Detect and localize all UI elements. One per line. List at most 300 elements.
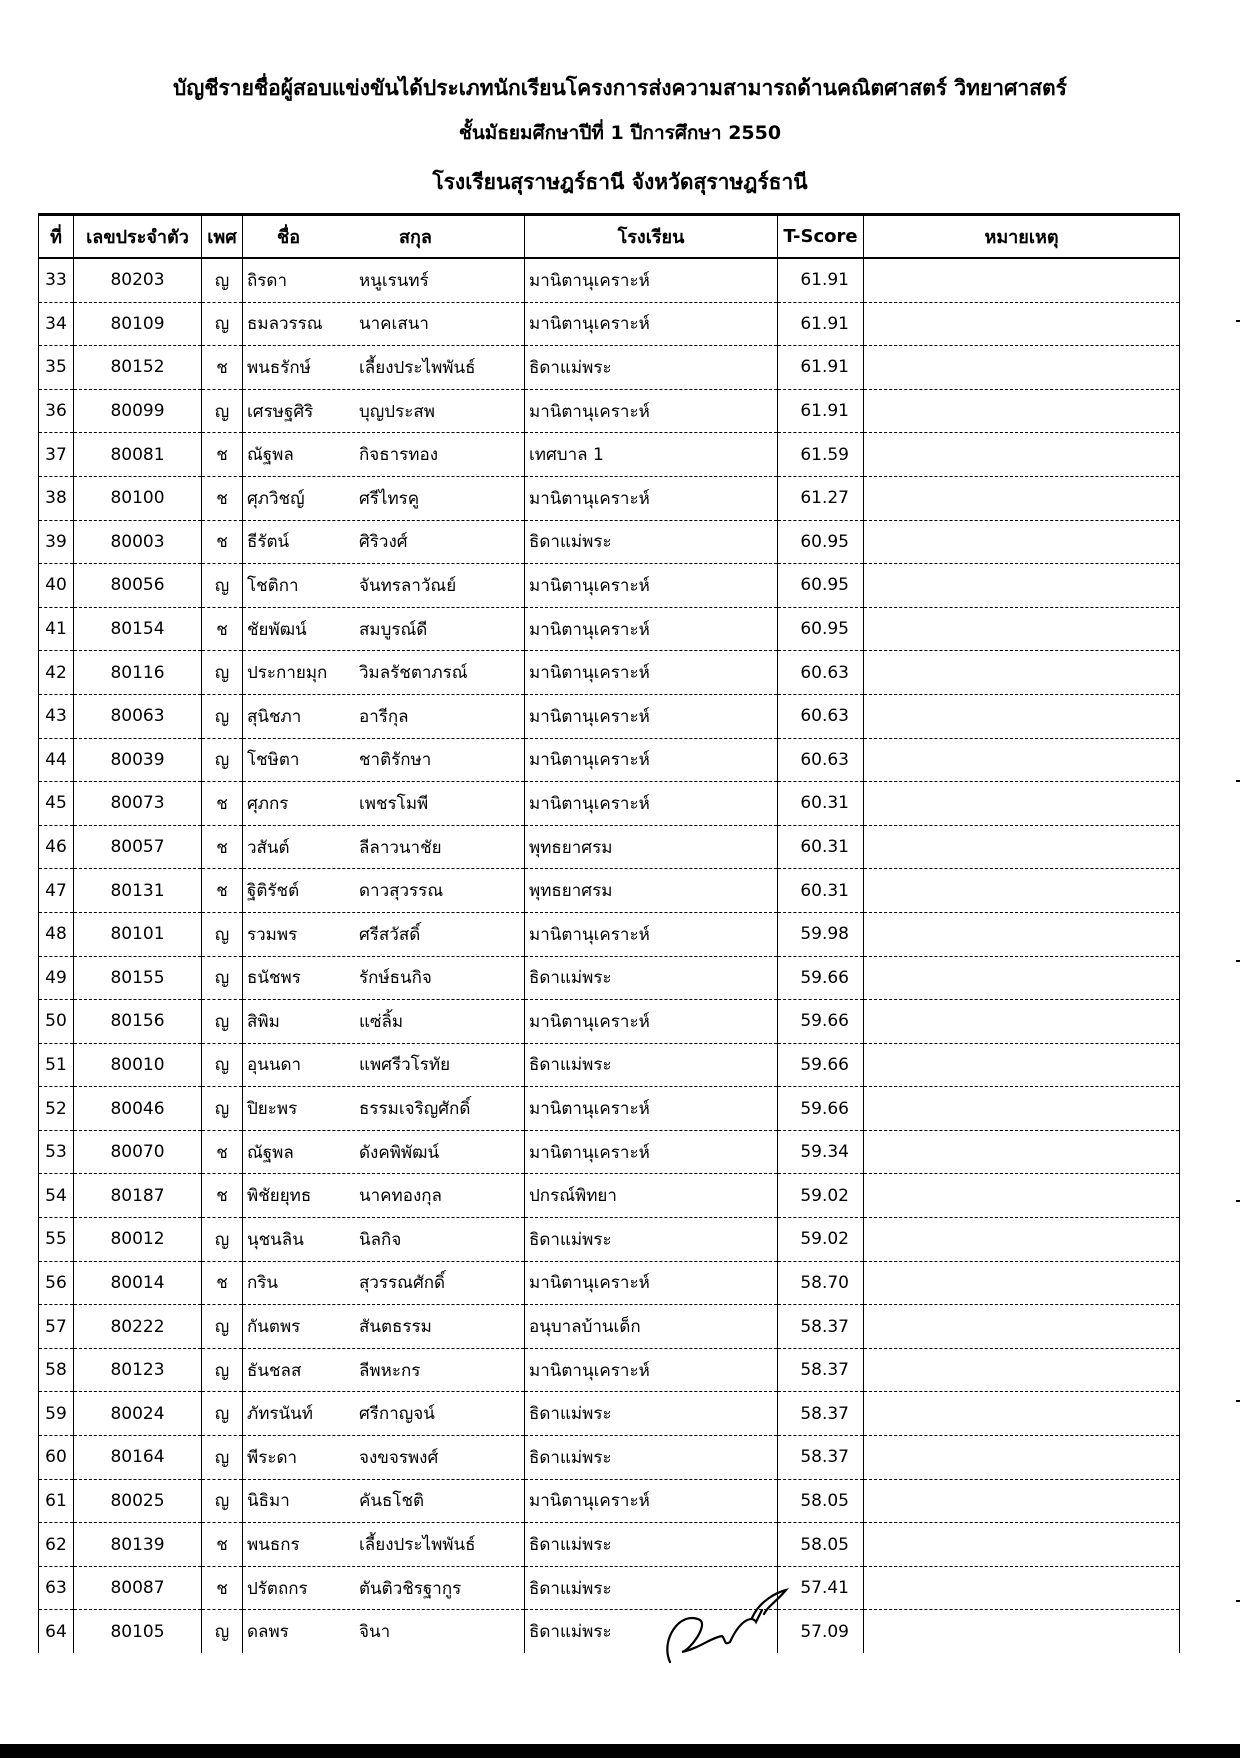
remark (864, 346, 1180, 390)
gender: ญ (202, 258, 243, 302)
first-name: ฐิติรัชต์ (247, 881, 300, 902)
student-id: 80139 (74, 1523, 202, 1567)
gender: ญ (202, 389, 243, 433)
student-name (243, 433, 525, 477)
table-row (39, 1043, 1180, 1087)
student-name (243, 302, 525, 346)
table-row (39, 912, 1180, 956)
school-name: มานิตานุเคราะห์ (525, 302, 778, 346)
remark (864, 1087, 1180, 1131)
row-number: 46 (39, 825, 74, 869)
remark (864, 1218, 1180, 1262)
remark (864, 302, 1180, 346)
first-name: ธันชลส (247, 1360, 302, 1381)
remark (864, 869, 1180, 913)
student-name (243, 782, 525, 826)
school-name: มานิตานุเคราะห์ (525, 1000, 778, 1044)
table-row (39, 258, 1180, 302)
first-name: กันตพร (247, 1317, 301, 1338)
t-score: 57.09 (778, 1610, 864, 1653)
header-last-name: สกุล (399, 227, 432, 248)
student-name (243, 825, 525, 869)
gender: ญ (202, 1479, 243, 1523)
student-name (243, 651, 525, 695)
row-number: 63 (39, 1566, 74, 1610)
student-id: 80010 (74, 1043, 202, 1087)
school-name: ธิดาแม่พระ (525, 1566, 778, 1610)
school-name: ธิดาแม่พระ (525, 520, 778, 564)
remark (864, 651, 1180, 695)
student-name (243, 607, 525, 651)
student-id: 80003 (74, 520, 202, 564)
first-name: พนธกร (247, 1535, 300, 1556)
school-name: มานิตานุเคราะห์ (525, 694, 778, 738)
t-score: 60.31 (778, 869, 864, 913)
last-name: ศิริวงศ์ (359, 532, 408, 553)
last-name: รักษ์ธนกิจ (359, 968, 432, 989)
remark (864, 564, 1180, 608)
last-name: นิลกิจ (359, 1229, 402, 1250)
gender: ญ (202, 651, 243, 695)
table-row (39, 738, 1180, 782)
remark (864, 956, 1180, 1000)
student-id: 80073 (74, 782, 202, 826)
student-name (243, 258, 525, 302)
remark (864, 694, 1180, 738)
remark (864, 1261, 1180, 1305)
last-name: ตันติวชิรฐากูร (359, 1578, 462, 1599)
school-name: ธิดาแม่พระ (525, 1043, 778, 1087)
first-name: ณัฐพล (247, 445, 294, 466)
last-name: สุวรรณศักดิ์ (359, 1273, 446, 1294)
student-id: 80099 (74, 389, 202, 433)
student-name (243, 1479, 525, 1523)
table-row (39, 302, 1180, 346)
row-number: 55 (39, 1218, 74, 1262)
remark (864, 1043, 1180, 1087)
header-gender: เพศ (202, 215, 243, 259)
gender: ช (202, 520, 243, 564)
last-name: สมบูรณ์ดี (359, 619, 428, 640)
table-row (39, 1261, 1180, 1305)
student-id: 80070 (74, 1130, 202, 1174)
gender: ช (202, 433, 243, 477)
school-name: เทศบาล 1 (525, 433, 778, 477)
row-number: 56 (39, 1261, 74, 1305)
row-number: 44 (39, 738, 74, 782)
t-score: 60.63 (778, 738, 864, 782)
student-name (243, 1130, 525, 1174)
last-name: ลีพหะกร (359, 1360, 421, 1381)
remark (864, 1523, 1180, 1567)
remark (864, 1348, 1180, 1392)
first-name: ปิยะพร (247, 1099, 298, 1120)
gender: ญ (202, 912, 243, 956)
t-score: 60.95 (778, 607, 864, 651)
school-name: มานิตานุเคราะห์ (525, 564, 778, 608)
school-name: มานิตานุเคราะห์ (525, 738, 778, 782)
remark (864, 520, 1180, 564)
table-header-row (39, 215, 1180, 259)
table-row (39, 389, 1180, 433)
margin-tick (1236, 1400, 1240, 1402)
row-number: 33 (39, 258, 74, 302)
table-row (39, 1174, 1180, 1218)
header-school: โรงเรียน (525, 215, 778, 259)
student-id: 80187 (74, 1174, 202, 1218)
t-score: 59.66 (778, 1043, 864, 1087)
t-score: 58.05 (778, 1479, 864, 1523)
student-id: 80100 (74, 476, 202, 520)
gender: ช (202, 476, 243, 520)
table-row (39, 1348, 1180, 1392)
student-name (243, 1305, 525, 1349)
student-id: 80025 (74, 1479, 202, 1523)
student-id: 80063 (74, 694, 202, 738)
student-name (243, 1610, 525, 1653)
row-number: 49 (39, 956, 74, 1000)
first-name: เศรษฐศิริ (247, 401, 314, 422)
school-name: มานิตานุเคราะห์ (525, 476, 778, 520)
table-row (39, 520, 1180, 564)
remark (864, 1610, 1180, 1653)
signature (660, 1580, 790, 1670)
table-row (39, 346, 1180, 390)
school-name: พุทธยาศรม (525, 825, 778, 869)
gender: ช (202, 1261, 243, 1305)
student-name (243, 1261, 525, 1305)
last-name: ดาวสุวรรณ (359, 881, 444, 902)
first-name: ธมลวรรณ (247, 314, 323, 335)
t-score: 58.37 (778, 1348, 864, 1392)
student-name (243, 1392, 525, 1436)
student-name (243, 476, 525, 520)
last-name: กิจธารทอง (359, 445, 439, 466)
gender: ช (202, 825, 243, 869)
school-name: มานิตานุเคราะห์ (525, 1479, 778, 1523)
student-id: 80156 (74, 1000, 202, 1044)
student-id: 80012 (74, 1218, 202, 1262)
t-score: 61.91 (778, 302, 864, 346)
t-score: 59.34 (778, 1130, 864, 1174)
header-name (243, 215, 525, 259)
row-number: 64 (39, 1610, 74, 1653)
school-name: ธิดาแม่พระ (525, 1610, 778, 1653)
margin-tick (1236, 320, 1240, 322)
gender: ช (202, 1174, 243, 1218)
student-id: 80154 (74, 607, 202, 651)
first-name: ศุภวิชญ์ (247, 488, 305, 509)
row-number: 37 (39, 433, 74, 477)
row-number: 39 (39, 520, 74, 564)
gender: ญ (202, 694, 243, 738)
student-name (243, 912, 525, 956)
remark (864, 607, 1180, 651)
last-name: แซ่ลิ้ม (359, 1011, 404, 1032)
gender: ญ (202, 1305, 243, 1349)
gender: ญ (202, 738, 243, 782)
remark (864, 912, 1180, 956)
school-name: ธิดาแม่พระ (525, 1436, 778, 1480)
last-name: เพชรโมพี (359, 793, 429, 814)
last-name: ธรรมเจริญศักดิ์ (359, 1099, 471, 1120)
last-name: หนูเรนทร์ (359, 270, 429, 291)
gender: ญ (202, 956, 243, 1000)
student-name (243, 346, 525, 390)
first-name: ภัทรนันท์ (247, 1404, 313, 1425)
row-number: 42 (39, 651, 74, 695)
student-name (243, 1566, 525, 1610)
school-name: มานิตานุเคราะห์ (525, 1348, 778, 1392)
row-number: 57 (39, 1305, 74, 1349)
school-name: มานิตานุเคราะห์ (525, 1261, 778, 1305)
last-name: วิมลรัชตาภรณ์ (359, 663, 468, 684)
table-row (39, 1566, 1180, 1610)
table-row (39, 956, 1180, 1000)
t-score: 59.02 (778, 1218, 864, 1262)
student-id: 80109 (74, 302, 202, 346)
t-score: 58.37 (778, 1436, 864, 1480)
table-row (39, 1523, 1180, 1567)
last-name: อารีกุล (359, 706, 409, 727)
remark (864, 476, 1180, 520)
table-row (39, 869, 1180, 913)
gender: ญ (202, 1348, 243, 1392)
row-number: 47 (39, 869, 74, 913)
gender: ญ (202, 1218, 243, 1262)
table-body (39, 258, 1180, 1653)
student-id: 80087 (74, 1566, 202, 1610)
student-name (243, 1043, 525, 1087)
school-province-title: โรงเรียนสุราษฎร์ธานี จังหวัดสุราษฎร์ธานี (432, 170, 808, 194)
gender: ช (202, 1523, 243, 1567)
t-score: 60.63 (778, 694, 864, 738)
last-name: ชาติรักษา (359, 750, 432, 771)
student-id: 80046 (74, 1087, 202, 1131)
student-name (243, 1087, 525, 1131)
student-id: 80105 (74, 1610, 202, 1653)
student-id: 80152 (74, 346, 202, 390)
margin-tick (1236, 960, 1240, 962)
student-name (243, 738, 525, 782)
student-name (243, 956, 525, 1000)
gender: ญ (202, 1043, 243, 1087)
student-name (243, 1436, 525, 1480)
last-name: จันทรลาวัณย์ (359, 575, 457, 596)
remark (864, 433, 1180, 477)
t-score: 59.66 (778, 1087, 864, 1131)
first-name: สิพิม (247, 1011, 280, 1032)
remark (864, 1000, 1180, 1044)
remark (864, 1305, 1180, 1349)
row-number: 58 (39, 1348, 74, 1392)
table-row (39, 1305, 1180, 1349)
gender: ญ (202, 1392, 243, 1436)
last-name: จินา (359, 1622, 391, 1643)
first-name: ธนัชพร (247, 968, 301, 989)
results-table (38, 213, 1180, 1653)
first-name: ปรัตถกร (247, 1578, 308, 1599)
row-number: 51 (39, 1043, 74, 1087)
remark (864, 1130, 1180, 1174)
header-first-name: ชื่อ (277, 227, 301, 248)
remark (864, 1392, 1180, 1436)
gender: ญ (202, 1610, 243, 1653)
remark (864, 1174, 1180, 1218)
student-id: 80123 (74, 1348, 202, 1392)
row-number: 43 (39, 694, 74, 738)
margin-tick (1236, 1600, 1240, 1602)
table-row (39, 694, 1180, 738)
gender: ช (202, 782, 243, 826)
first-name: นุชนลิน (247, 1229, 304, 1250)
student-name (243, 694, 525, 738)
row-number: 59 (39, 1392, 74, 1436)
student-id: 80081 (74, 433, 202, 477)
remark (864, 258, 1180, 302)
student-id: 80203 (74, 258, 202, 302)
table-row (39, 476, 1180, 520)
gender: ญ (202, 1087, 243, 1131)
student-id: 80131 (74, 869, 202, 913)
school-name: มานิตานุเคราะห์ (525, 651, 778, 695)
student-id: 80057 (74, 825, 202, 869)
t-score: 61.91 (778, 389, 864, 433)
last-name: ศรีไทรคู (359, 488, 420, 509)
document-title: บัญชีรายชื่อผู้สอบแข่งขันได้ประเภทนักเรียนโครงการส่งความสามารถด้านคณิตศาสตร์ วิทยาศาสตร์ (173, 76, 1067, 100)
row-number: 35 (39, 346, 74, 390)
row-number: 54 (39, 1174, 74, 1218)
table-row (39, 1392, 1180, 1436)
row-number: 53 (39, 1130, 74, 1174)
first-name: ดลพร (247, 1622, 289, 1643)
school-name: พุทธยาศรม (525, 869, 778, 913)
student-id: 80014 (74, 1261, 202, 1305)
first-name: พิชัยยุทธ (247, 1186, 312, 1207)
row-number: 41 (39, 607, 74, 651)
t-score: 58.05 (778, 1523, 864, 1567)
remark (864, 1436, 1180, 1480)
t-score: 59.66 (778, 956, 864, 1000)
last-name: คันธโชติ (359, 1491, 425, 1512)
gender: ช (202, 1130, 243, 1174)
first-name: พนธรักษ์ (247, 357, 311, 378)
student-name (243, 1348, 525, 1392)
last-name: สันตธรรม (359, 1317, 432, 1338)
first-name: ประกายมุก (247, 663, 328, 684)
gender: ญ (202, 1000, 243, 1044)
remark (864, 738, 1180, 782)
t-score: 58.37 (778, 1305, 864, 1349)
gender: ญ (202, 1436, 243, 1480)
last-name: แพศรีวโรทัย (359, 1055, 451, 1076)
student-name (243, 1523, 525, 1567)
t-score: 60.31 (778, 825, 864, 869)
student-name (243, 869, 525, 913)
t-score: 58.70 (778, 1261, 864, 1305)
last-name: ลีลาวนาชัย (359, 837, 442, 858)
first-name: อุนนดา (247, 1055, 302, 1076)
row-number: 50 (39, 1000, 74, 1044)
last-name: เลี้ยงประไพพันธ์ (359, 1535, 476, 1556)
student-name (243, 564, 525, 608)
gender: ช (202, 346, 243, 390)
first-name: นิธิมา (247, 1491, 290, 1512)
first-name: ชัยพัฒน์ (247, 619, 307, 640)
table-row (39, 433, 1180, 477)
t-score: 58.37 (778, 1392, 864, 1436)
remark (864, 782, 1180, 826)
last-name: จงขจรพงศ์ (359, 1447, 439, 1468)
margin-tick (1236, 780, 1240, 782)
gender: ญ (202, 302, 243, 346)
first-name: ธีรัตน์ (247, 532, 290, 553)
header-id: เลขประจำตัว (74, 215, 202, 259)
remark (864, 825, 1180, 869)
t-score: 59.98 (778, 912, 864, 956)
school-name: ธิดาแม่พระ (525, 956, 778, 1000)
school-name: มานิตานุเคราะห์ (525, 782, 778, 826)
last-name: ดังคพิพัฒน์ (359, 1142, 440, 1163)
row-number: 62 (39, 1523, 74, 1567)
table-row (39, 607, 1180, 651)
table-row (39, 564, 1180, 608)
row-number: 61 (39, 1479, 74, 1523)
t-score: 60.95 (778, 520, 864, 564)
remark (864, 389, 1180, 433)
student-name (243, 389, 525, 433)
student-id: 80101 (74, 912, 202, 956)
student-name (243, 1174, 525, 1218)
margin-tick (1236, 1200, 1240, 1202)
first-name: วสันต์ (247, 837, 290, 858)
gender: ช (202, 607, 243, 651)
table-row (39, 1436, 1180, 1480)
table-row (39, 1610, 1180, 1653)
row-number: 52 (39, 1087, 74, 1131)
row-number: 48 (39, 912, 74, 956)
first-name: พีระดา (247, 1447, 298, 1468)
table-row (39, 782, 1180, 826)
gender: ช (202, 869, 243, 913)
school-name: ธิดาแม่พระ (525, 1523, 778, 1567)
t-score: 61.91 (778, 258, 864, 302)
row-number: 38 (39, 476, 74, 520)
remark (864, 1566, 1180, 1610)
school-name: ธิดาแม่พระ (525, 346, 778, 390)
table-row (39, 1130, 1180, 1174)
table-row (39, 825, 1180, 869)
t-score: 61.59 (778, 433, 864, 477)
student-id: 80056 (74, 564, 202, 608)
last-name: ศรีกาญจน์ (359, 1404, 435, 1425)
school-name: อนุบาลบ้านเด็ก (525, 1305, 778, 1349)
gender: ช (202, 1566, 243, 1610)
table-row (39, 1479, 1180, 1523)
first-name: รวมพร (247, 924, 298, 945)
t-score: 61.91 (778, 346, 864, 390)
school-name: ธิดาแม่พระ (525, 1218, 778, 1262)
t-score: 61.27 (778, 476, 864, 520)
student-name (243, 1218, 525, 1262)
first-name: กริน (247, 1273, 279, 1294)
school-name: มานิตานุเคราะห์ (525, 258, 778, 302)
student-id: 80155 (74, 956, 202, 1000)
first-name: ศุภกร (247, 793, 289, 814)
last-name: นาคทองกุล (359, 1186, 442, 1207)
gender: ญ (202, 564, 243, 608)
student-id: 80222 (74, 1305, 202, 1349)
